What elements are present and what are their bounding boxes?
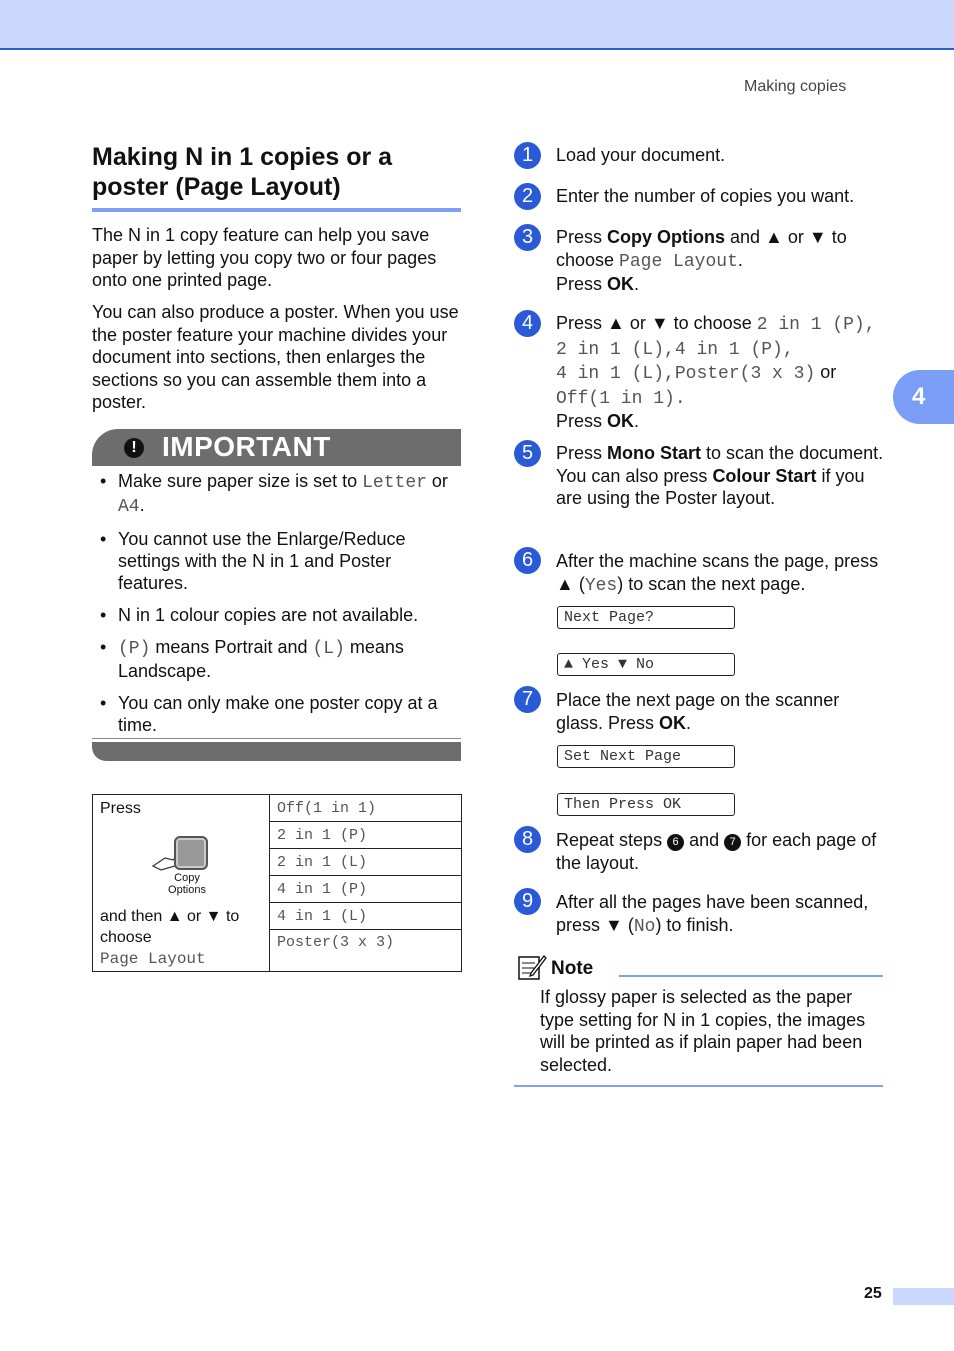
list-item: • N in 1 colour copies are not available. [100,605,419,625]
step-number: 4 [514,310,541,337]
step-number: 7 [514,686,541,713]
note-title-rule [619,975,883,977]
step-reference: 6 [667,834,684,851]
exclamation-icon: ! [124,438,144,458]
lcd-display-line: Next Page? [557,606,735,629]
note-title: Note [551,958,594,979]
list-item: • You can only make one poster copy at a time. [100,693,438,735]
poster-paragraph: You can also produce a poster. When you use the poster feature your machine divides your document into sections, then enlarges the sections so you can assemble them into a poster. [92,302,459,412]
table-cell: Poster(3 x 3) [277,934,395,951]
step-3: 3 Press Copy Options and ▲ or ▼ to choose Page Layout. Press OK. [514,224,884,296]
step-number: 9 [514,888,541,915]
step-number: 6 [514,547,541,574]
step-number: 1 [514,142,541,169]
lcd-display-line: Then Press OK [557,793,735,816]
table-options-column [270,795,461,968]
step-5: 5 Press Mono Start to scan the document. You can also press Colour Start if you are using the Poster layout. [514,440,884,510]
running-head: Making copies [744,78,847,95]
top-banner [0,0,954,50]
section-title: Making N in 1 copies or a poster (Page Layout) [92,143,393,201]
important-list [100,470,462,746]
press-label: Press [100,800,141,817]
step-8: 8 Repeat steps 6 and 7 for each page of the layout. [514,826,884,874]
important-title: IMPORTANT [162,431,331,462]
step-1: 1 Load your document. [514,142,884,167]
step-7: 7 Place the next page on the scanner glass. Press OK. [514,686,884,734]
important-header [92,429,461,466]
chapter-tab: 4 [893,370,954,424]
lcd-display-line: Set Next Page [557,745,735,768]
page-tab-bar [893,1288,954,1305]
step-9: 9 After all the pages have been scanned, press ▼ (No) to finish. [514,888,884,938]
step-6: 6 After the machine scans the page, press ▲ (Yes) to scan the next page. [514,547,884,597]
step-number: 3 [514,224,541,251]
table-cell: 4 in 1 (P) [270,876,461,903]
table-cell: 2 in 1 (L) [270,849,461,876]
note-bottom-rule [514,1085,883,1087]
step-number: 8 [514,826,541,853]
important-footer-bar [92,742,461,761]
table-cell: 2 in 1 (P) [270,822,461,849]
list-item: • Make sure paper size is set to Letter or A4. [100,471,448,517]
table-cell: Off(1 in 1) [270,795,461,822]
list-item: • You cannot use the Enlarge/Reduce settings with the N in 1 and Poster features. [100,529,406,593]
lcd-display-line: ▲ Yes ▼ No [557,653,735,676]
step-number: 2 [514,183,541,210]
note-pencil-icon [517,953,547,981]
note-text: If glossy paper is selected as the paper type setting for N in 1 copies, the images will be printed as if plain paper had been selected. [540,987,866,1075]
step-reference: 7 [724,834,741,851]
list-item: • (P) means Portrait and (L) means Landscape. [100,637,404,681]
copy-options-button-icon [174,836,208,870]
important-divider [92,738,461,739]
page-layout-table [92,794,462,972]
title-underline [92,208,461,212]
step-2: 2 Enter the number of copies you want. [514,183,884,208]
then-text: and then ▲ or ▼ to choose Page Layout [100,908,240,968]
step-number: 5 [514,440,541,467]
table-instruction-cell [93,795,270,971]
intro-paragraph: The N in 1 copy feature can help you save paper by letting you copy two or four pages onto one printed page. [92,225,437,290]
page-number: 25 [864,1285,882,1302]
copy-options-label: Copy Options [168,872,206,896]
table-cell: 4 in 1 (L) [270,903,461,930]
step-4: 4 Press ▲ or ▼ to choose 2 in 1 (P), 2 in 1 (L),4 in 1 (P), 4 in 1 (L),Poster(3 x 3) or Off(1 in 1). Press OK. [514,310,884,433]
